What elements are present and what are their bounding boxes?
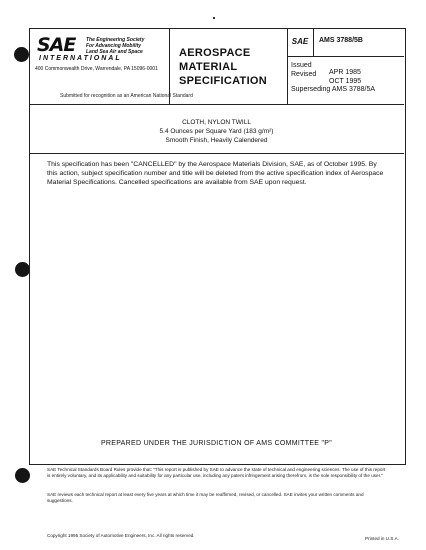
jurisdiction-statement: PREPARED UNDER THE JURISDICTION OF AMS COMMITTEE "P": [100, 440, 333, 447]
issued-date: APR 1985: [329, 69, 361, 76]
scan-speck: [213, 17, 215, 19]
superseding-note: Superseding AMS 3788/5A: [291, 86, 376, 93]
copyright-notice: Copyright 1995 Society of Automotive Engineers, Inc. All rights reserved.: [47, 533, 195, 538]
cancellation-notice: This specification has been "CANCELLED" by the Aerospace Materials Division, SAE, as of October 1995. By this action, subject specification number and title will be deleted from the active specification index of Aerospace Material Specifications. Cancelled specifications are available from SAE upon request.: [47, 161, 384, 186]
punch-hole-top: [14, 47, 29, 62]
revised-label: Revised: [291, 71, 317, 78]
printed-in-usa: Printed in U.S.A.: [365, 536, 399, 541]
spec-id-block: [287, 28, 404, 104]
society-tagline: The Engineering Society For Advancing Mobility Land Sea Air and Space: [86, 37, 145, 55]
spec-number-row: [287, 28, 404, 57]
document-type-title: AEROSPACE MATERIAL SPECIFICATION: [179, 47, 268, 87]
sae-small-logo: SAE: [287, 28, 314, 56]
spec-title-line-3: Smooth Finish, Heavily Calendered: [165, 137, 268, 144]
standards-board-rules: SAE Technical Standards Board Rules provide that: "This report is published by SAE to advance the state of technical and engineering sciences. The use of this report is entirely voluntary, and its applicability and suitability for any particular use, including any patent infringement arising therefrom, is the sole responsibility of the user.": [47, 467, 386, 478]
revised-date: OCT 1995: [329, 78, 362, 85]
spec-title-line-1: CLOTH, NYLON TWILL: [182, 119, 251, 126]
issued-label: Issued: [291, 62, 312, 69]
review-notice: SAE reviews each technical report at least every five years at which time it may be reaffirmed, revised, or cancelled. SAE invites your written comments and suggestions.: [47, 492, 364, 503]
ansi-submission-note: Submitted for recognition as an American National Standard: [60, 93, 193, 99]
international-label: INTERNATIONAL: [39, 55, 122, 62]
sae-logo: SAE: [37, 34, 76, 56]
sae-address: 400 Commonwealth Drive, Warrendale, PA 15096-0001: [35, 66, 158, 72]
spec-title-line-2: 5.4 Ounces per Square Yard (183 g/m²): [159, 128, 274, 135]
spec-title-block: [29, 105, 404, 154]
punch-hole-middle: [15, 262, 30, 277]
ams-number: AMS 3788/5B: [319, 37, 363, 44]
punch-hole-bottom: [15, 468, 30, 483]
